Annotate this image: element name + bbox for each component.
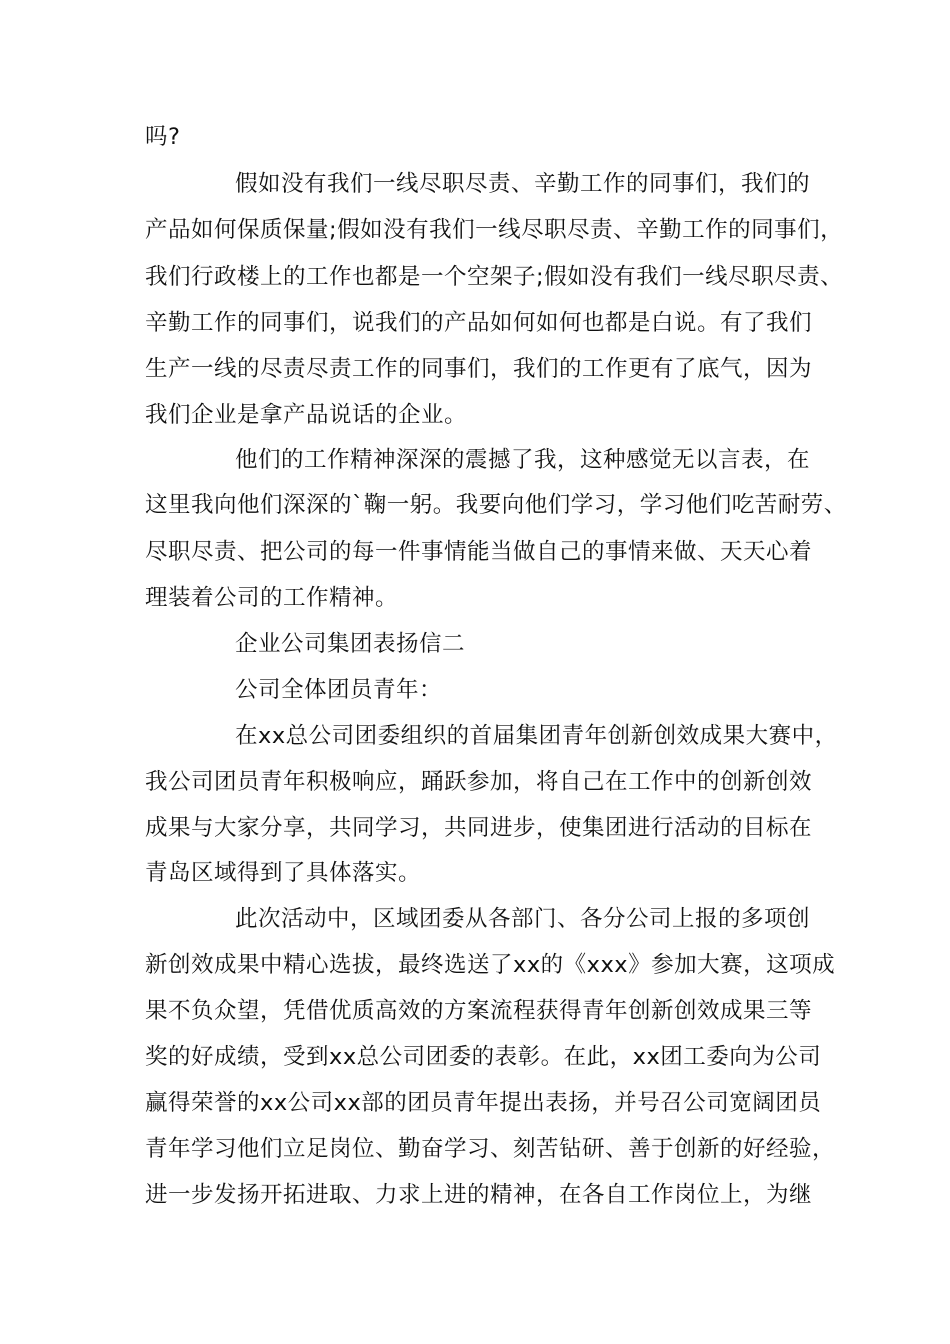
text-line: 我们企业是拿产品说话的企业。 <box>145 402 468 428</box>
text-line: 辛勤工作的同事们，说我们的产品如何如何也都是白说。有了我们 <box>145 310 813 336</box>
section-title: 企业公司集团表扬信二 <box>235 631 466 657</box>
text-line: 尽职尽责、把公司的每一件事情能当做自己的事情来做、天天心着 <box>145 539 813 565</box>
text-line: 新创效成果中精心选拔，最终选送了xx的《xxx》参加大赛，这项成 <box>145 952 836 978</box>
text-line: 吗? <box>145 124 181 150</box>
text-line: 赢得荣誉的xx公司xx部的团员青年提出表扬，并号召公司宽阔团员 <box>145 1090 822 1116</box>
paragraph-first-line: 在xx总公司团委组织的首届集团青年创新创效成果大赛中， <box>235 723 838 749</box>
text-line: 我公司团员青年积极响应，踊跃参加，将自己在工作中的创新创效 <box>145 769 813 795</box>
text-line: 我们行政楼上的工作也都是一个空架子;假如没有我们一线尽职尽责、 <box>145 264 844 290</box>
text-line: 成果与大家分享，共同学习，共同进步，使集团进行活动的目标在 <box>145 815 813 841</box>
text-line: 青岛区域得到了具体落实。 <box>145 860 422 886</box>
salutation: 公司全体团员青年： <box>235 677 443 703</box>
text-line: 生产一线的尽责尽责工作的同事们，我们的工作更有了底气，因为 <box>145 356 813 382</box>
text-line: 青年学习他们立足岗位、勤奋学习、刻苦钻研、善于创新的好经验， <box>145 1136 836 1162</box>
text-line: 果不负众望，凭借优质高效的方案流程获得青年创新创效成果三等 <box>145 998 813 1024</box>
text-line: 产品如何保质保量;假如没有我们一线尽职尽责、辛勤工作的同事们， <box>145 217 844 243</box>
text-line: 这里我向他们深深的`鞠一躬。我要向他们学习，学习他们吃苦耐劳、 <box>145 492 847 518</box>
text-line: 理装着公司的工作精神。 <box>145 585 399 611</box>
paragraph-first-line: 此次活动中，区域团委从各部门、各分公司上报的多项创 <box>235 906 811 932</box>
paragraph-first-line: 假如没有我们一线尽职尽责、辛勤工作的同事们，我们的 <box>235 171 811 197</box>
text-line: 奖的好成绩，受到xx总公司团委的表彰。在此，xx团工委向为公司 <box>145 1044 822 1070</box>
paragraph-first-line: 他们的工作精神深深的震撼了我，这种感觉无以言表，在 <box>235 447 811 473</box>
text-line: 进一步发扬开拓进取、力求上进的精神，在各自工作岗位上，为继 <box>145 1182 813 1208</box>
